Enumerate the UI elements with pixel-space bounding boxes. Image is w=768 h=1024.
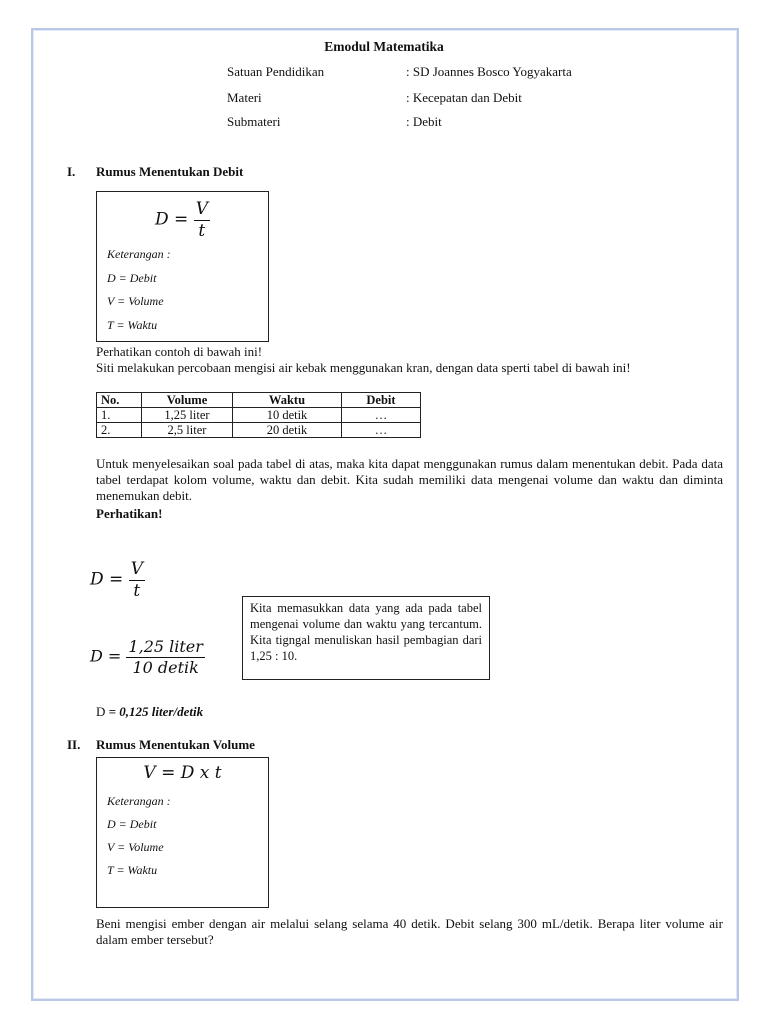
formula-fraction — [126, 638, 205, 676]
table-row — [97, 423, 421, 438]
meta-row-satuan-pendidikan — [227, 64, 687, 82]
volume-formula: V = D x t — [143, 763, 222, 783]
keterangan-item: V = Volume — [107, 294, 164, 308]
meta-value: : Kecepatan dan Debit — [406, 90, 522, 105]
formula-denominator: t — [133, 580, 141, 601]
formula-denominator: 10 detik — [132, 657, 199, 677]
formula-eq: = — [107, 646, 122, 666]
formula-numerator: V — [195, 199, 208, 219]
formula-denominator: t — [198, 220, 206, 241]
data-table — [96, 392, 421, 438]
table-header-cell: Debit — [342, 393, 421, 408]
section-2-title: Rumus Menentukan Volume — [96, 737, 255, 752]
perhatikan-label: Perhatikan! — [96, 506, 163, 521]
section-2-number: II. — [67, 737, 81, 752]
worked-formula — [90, 560, 145, 600]
formula-numerator: V — [130, 559, 143, 579]
result-value: = 0,125 liter/detik — [108, 704, 204, 719]
meta-value: : Debit — [406, 114, 442, 129]
keterangan-item: T = Waktu — [107, 318, 158, 332]
meta-row-materi — [227, 90, 687, 108]
table-header-row — [97, 393, 421, 408]
intro-text-1: Perhatikan contoh di bawah ini! — [96, 344, 263, 359]
section-1-title: Rumus Menentukan Debit — [96, 164, 244, 179]
meta-value: : SD Joannes Bosco Yogyakarta — [406, 64, 572, 79]
table-header-cell: Waktu — [233, 393, 342, 408]
note-box: Kita memasukkan data yang ada pada tabel mengenai volume dan waktu yang tercantum. Kita tigngal menuliskan hasil pembagian dari 1,25 : 10. — [242, 596, 490, 680]
result-prefix: D — [96, 704, 106, 719]
formula-eq: = — [109, 569, 124, 590]
meta-label: Materi — [227, 90, 262, 105]
table-cell: … — [342, 408, 421, 423]
substituted-formula — [90, 638, 205, 676]
table-cell: 2. — [97, 423, 142, 438]
formula-lhs: D — [155, 209, 169, 230]
keterangan-item: T = Waktu — [107, 863, 158, 877]
formula-fraction — [129, 560, 145, 600]
table-row — [97, 408, 421, 423]
meta-row-submateri — [227, 114, 687, 132]
formula-lhs: D — [90, 569, 104, 590]
table-cell: … — [342, 423, 421, 438]
explanation-paragraph: Untuk menyelesaikan soal pada tabel di atas, maka kita dapat menggunakan rumus dalam menentukan debit. Pada data tabel terdapat kolom volume, waktu dan debit. Kita sudah memiliki data mengenai volume dan waktu dan diminta menemukan debit. — [96, 456, 723, 503]
formula-eq: = — [174, 209, 189, 230]
table-cell: 1,25 liter — [142, 408, 233, 423]
formula-numerator: 1,25 liter — [128, 637, 203, 656]
volume-question: Beni mengisi ember dengan air melalui selang selama 40 detik. Debit selang 300 mL/detik. Berapa liter volume air dalam ember tersebut? — [96, 916, 723, 947]
result-line — [96, 704, 203, 720]
keterangan-item: V = Volume — [107, 840, 164, 854]
table-cell: 1. — [97, 408, 142, 423]
table-cell: 20 detik — [233, 423, 342, 438]
keterangan-title: Keterangan : — [107, 247, 171, 261]
keterangan-item: D = Debit — [107, 817, 157, 831]
meta-label: Submateri — [227, 114, 281, 129]
table-header-cell: No. — [97, 393, 142, 408]
keterangan-title: Keterangan : — [107, 794, 171, 808]
debit-formula-box — [96, 191, 269, 342]
keterangan-item: D = Debit — [107, 271, 157, 285]
volume-formula-box — [96, 757, 269, 908]
table-cell: 2,5 liter — [142, 423, 233, 438]
table-cell: 10 detik — [233, 408, 342, 423]
table-header-cell: Volume — [142, 393, 233, 408]
formula-lhs: D — [90, 646, 103, 666]
document-title: Emodul Matematika — [324, 39, 444, 54]
section-1-number: I. — [67, 164, 76, 179]
formula-fraction — [194, 200, 210, 240]
intro-text-2: Siti melakukan percobaan mengisi air kebak menggunakan kran, dengan data sperti tabel di bawah ini! — [96, 360, 631, 375]
meta-label: Satuan Pendidikan — [227, 64, 325, 79]
debit-formula — [97, 200, 268, 240]
